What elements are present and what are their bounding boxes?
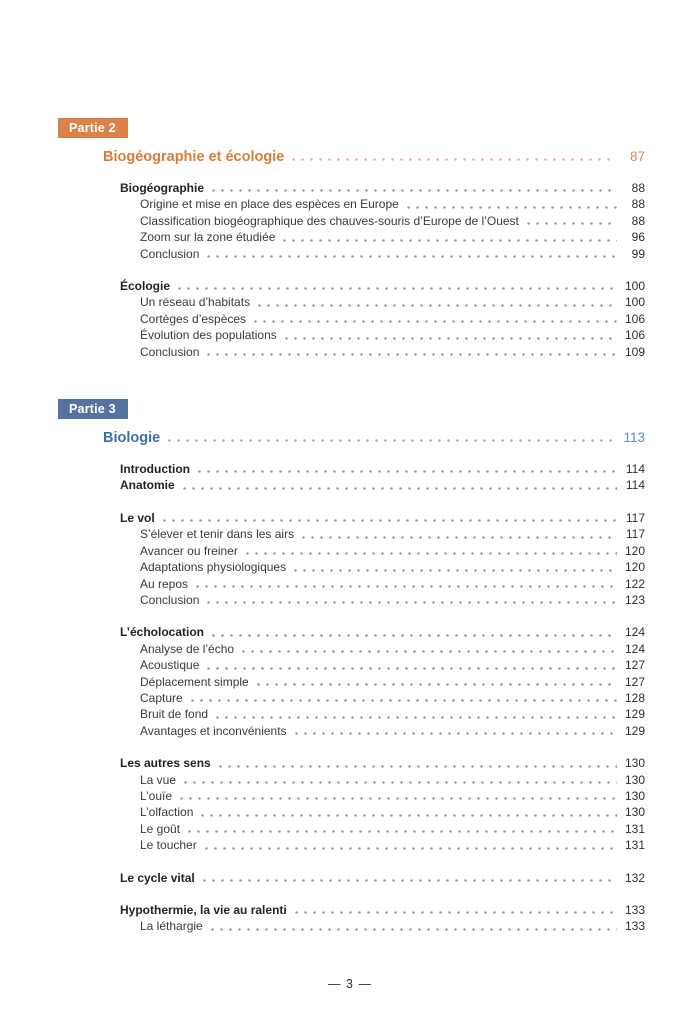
dot-leader	[202, 837, 617, 853]
toc-block	[0, 624, 700, 739]
toc-page-number: 88	[631, 213, 645, 228]
toc-entry-label: Au repos	[140, 576, 189, 591]
toc-entry-label: Zoom sur la zone étudiée	[140, 230, 276, 245]
toc-page-number: 106	[624, 328, 645, 343]
toc-row	[0, 477, 700, 493]
toc-entry-label: Écologie	[120, 279, 171, 294]
toc-page-number: 129	[624, 723, 645, 738]
toc-entry-label: Le goût	[140, 821, 181, 836]
dot-leader	[243, 543, 617, 559]
toc-entry-label: Évolution des populations	[140, 328, 277, 343]
toc-entry-label: L’ouïe	[140, 788, 173, 803]
toc-row	[0, 559, 700, 575]
toc-page-number: 120	[624, 560, 645, 575]
toc-entry-label: S’élever et tenir dans les airs	[140, 527, 295, 542]
toc-row	[0, 624, 700, 640]
toc-entry-label: Biogéographie	[120, 181, 205, 195]
toc-row	[0, 229, 700, 245]
toc-block	[0, 870, 700, 886]
toc-row	[0, 870, 700, 886]
part-title: Biogéographie et écologie	[103, 149, 285, 165]
toc-section	[0, 399, 700, 935]
toc-page-number: 88	[631, 197, 645, 212]
toc-page-number: 106	[624, 311, 645, 326]
toc-page-number: 114	[625, 478, 645, 493]
toc-entry-label: La vue	[140, 772, 177, 787]
dot-leader	[289, 148, 615, 166]
dot-leader	[204, 246, 617, 262]
toc-row	[0, 196, 700, 212]
toc-block	[0, 278, 700, 360]
toc-row	[0, 592, 700, 608]
toc-row	[0, 723, 700, 739]
dot-leader	[177, 788, 617, 804]
toc-row	[0, 788, 700, 804]
toc-row	[0, 772, 700, 788]
part-page-number: 113	[623, 430, 645, 446]
toc-page-number: 88	[631, 181, 645, 195]
toc-page-number: 129	[624, 707, 645, 722]
dot-leader	[404, 196, 617, 212]
dot-leader	[209, 624, 617, 640]
dot-leader	[204, 657, 617, 673]
dot-leader	[299, 526, 617, 542]
dot-leader	[209, 180, 617, 196]
toc-page-number: 100	[624, 295, 645, 310]
toc-page-number: 128	[624, 690, 645, 705]
toc-page-number: 109	[624, 344, 645, 359]
dot-leader	[181, 772, 617, 788]
toc-entry-label: Bruit de fond	[140, 707, 209, 722]
toc-row	[0, 804, 700, 820]
toc-block	[0, 180, 700, 262]
dot-leader	[198, 804, 617, 820]
dot-leader	[282, 327, 617, 343]
toc-entry-label: Conclusion	[140, 592, 200, 607]
dot-leader	[213, 706, 617, 722]
toc-entry-label: Capture	[140, 690, 183, 705]
toc-page-number: 127	[624, 674, 645, 689]
toc-row	[0, 294, 700, 310]
toc-page-number: 130	[624, 772, 645, 787]
toc-entry-label: L’olfaction	[140, 805, 194, 820]
toc-row	[0, 180, 700, 196]
part-page-number: 87	[629, 149, 645, 164]
toc-page-number: 130	[624, 756, 645, 771]
dot-leader	[216, 755, 617, 771]
dot-leader	[180, 477, 617, 493]
toc-page-number: 100	[624, 279, 645, 294]
dot-leader	[175, 278, 617, 294]
part-heading-row	[0, 429, 700, 447]
toc-entry-label: Conclusion	[140, 344, 200, 359]
dot-leader	[524, 213, 617, 229]
toc-page-number: 117	[625, 510, 645, 525]
toc-entry-label: Les autres sens	[120, 756, 211, 771]
dot-leader	[239, 641, 617, 657]
dot-leader	[204, 344, 617, 360]
dot-leader	[292, 902, 617, 918]
dot-leader	[208, 918, 617, 934]
dot-leader	[251, 311, 617, 327]
toc-block	[0, 510, 700, 608]
part-title: Biologie	[103, 430, 161, 447]
toc-entry-label: Un réseau d’habitats	[140, 295, 251, 310]
toc-block-list	[0, 180, 700, 360]
toc-page-number: 123	[624, 592, 645, 607]
dot-leader	[165, 429, 615, 447]
toc-page-number: 132	[624, 870, 645, 885]
toc-page-number: 130	[624, 788, 645, 803]
dot-leader	[195, 461, 617, 477]
dot-leader	[255, 294, 617, 310]
toc-block	[0, 461, 700, 494]
dot-leader	[200, 870, 617, 886]
toc-row	[0, 755, 700, 771]
part-badge: Partie 3	[58, 399, 128, 419]
toc-entry-label: Le cycle vital	[120, 870, 195, 885]
toc-entry-label: Avantages et inconvénients	[140, 723, 287, 738]
part-heading-row	[0, 148, 700, 166]
toc-row	[0, 821, 700, 837]
toc-row	[0, 657, 700, 673]
dot-leader	[193, 576, 617, 592]
dot-leader	[291, 559, 617, 575]
toc-page-number: 127	[624, 658, 645, 673]
dot-leader	[292, 723, 617, 739]
toc-row	[0, 344, 700, 360]
toc-entry-label: Adaptations physiologiques	[140, 560, 287, 575]
dot-leader	[204, 592, 617, 608]
toc-entry-label: La léthargie	[140, 919, 203, 934]
page-footer-number: — 3 —	[328, 976, 372, 991]
toc-entry-label: Anatomie	[120, 478, 175, 493]
toc-entry-label: Classification biogéographique des chauves-souris d’Europe de l’Ouest	[140, 213, 519, 228]
toc-entry-label: Hypothermie, la vie au ralenti	[120, 903, 287, 917]
toc-page-number: 130	[624, 805, 645, 820]
toc-entry-label: Acoustique	[140, 658, 200, 673]
toc-row	[0, 526, 700, 542]
toc-page-number: 131	[624, 838, 645, 853]
toc-entry-label: Conclusion	[140, 246, 200, 261]
dot-leader	[280, 229, 617, 245]
part-badge: Partie 2	[58, 118, 128, 138]
toc-entry-label: Le vol	[120, 510, 155, 525]
toc-block-list	[0, 461, 700, 935]
toc-row	[0, 213, 700, 229]
toc-entry-label: Origine et mise en place des espèces en Europe	[140, 197, 399, 212]
dot-leader	[188, 690, 617, 706]
toc-row	[0, 902, 700, 918]
toc-entry-label: Cortèges d’espèces	[140, 311, 247, 326]
toc-page-number: 133	[624, 919, 645, 934]
toc-row	[0, 327, 700, 343]
toc-row	[0, 690, 700, 706]
toc-page-number: 131	[624, 821, 645, 836]
toc-page-number: 122	[624, 576, 645, 591]
toc-page-number: 124	[624, 641, 645, 656]
toc-row	[0, 674, 700, 690]
toc-row	[0, 246, 700, 262]
dot-leader	[160, 510, 617, 526]
toc-sections	[0, 118, 700, 935]
toc-row	[0, 706, 700, 722]
toc-page-number: 99	[631, 246, 645, 261]
toc-page-number: 114	[625, 462, 645, 477]
toc-row	[0, 918, 700, 934]
toc-row	[0, 576, 700, 592]
toc-page-number: 117	[625, 527, 645, 542]
toc-page-number: 120	[624, 543, 645, 558]
toc-entry-label: Introduction	[120, 462, 190, 477]
dot-leader	[254, 674, 617, 690]
toc-row	[0, 641, 700, 657]
toc-row	[0, 837, 700, 853]
toc-page-number: 124	[624, 625, 645, 640]
toc-entry-label: Avancer ou freiner	[140, 543, 238, 558]
toc-block	[0, 755, 700, 853]
toc-row	[0, 510, 700, 526]
toc-entry-label: Le toucher	[140, 838, 197, 853]
toc-section	[0, 118, 700, 360]
toc-entry-label: Analyse de l’écho	[140, 641, 235, 656]
toc-page-number: 133	[624, 903, 645, 917]
toc-row	[0, 461, 700, 477]
toc-row	[0, 543, 700, 559]
toc-page-number: 96	[631, 230, 645, 245]
toc-row	[0, 311, 700, 327]
toc-row	[0, 278, 700, 294]
dot-leader	[185, 821, 617, 837]
toc-entry-label: Déplacement simple	[140, 674, 249, 689]
toc-block	[0, 902, 700, 935]
toc-entry-label: L’écholocation	[120, 625, 205, 640]
